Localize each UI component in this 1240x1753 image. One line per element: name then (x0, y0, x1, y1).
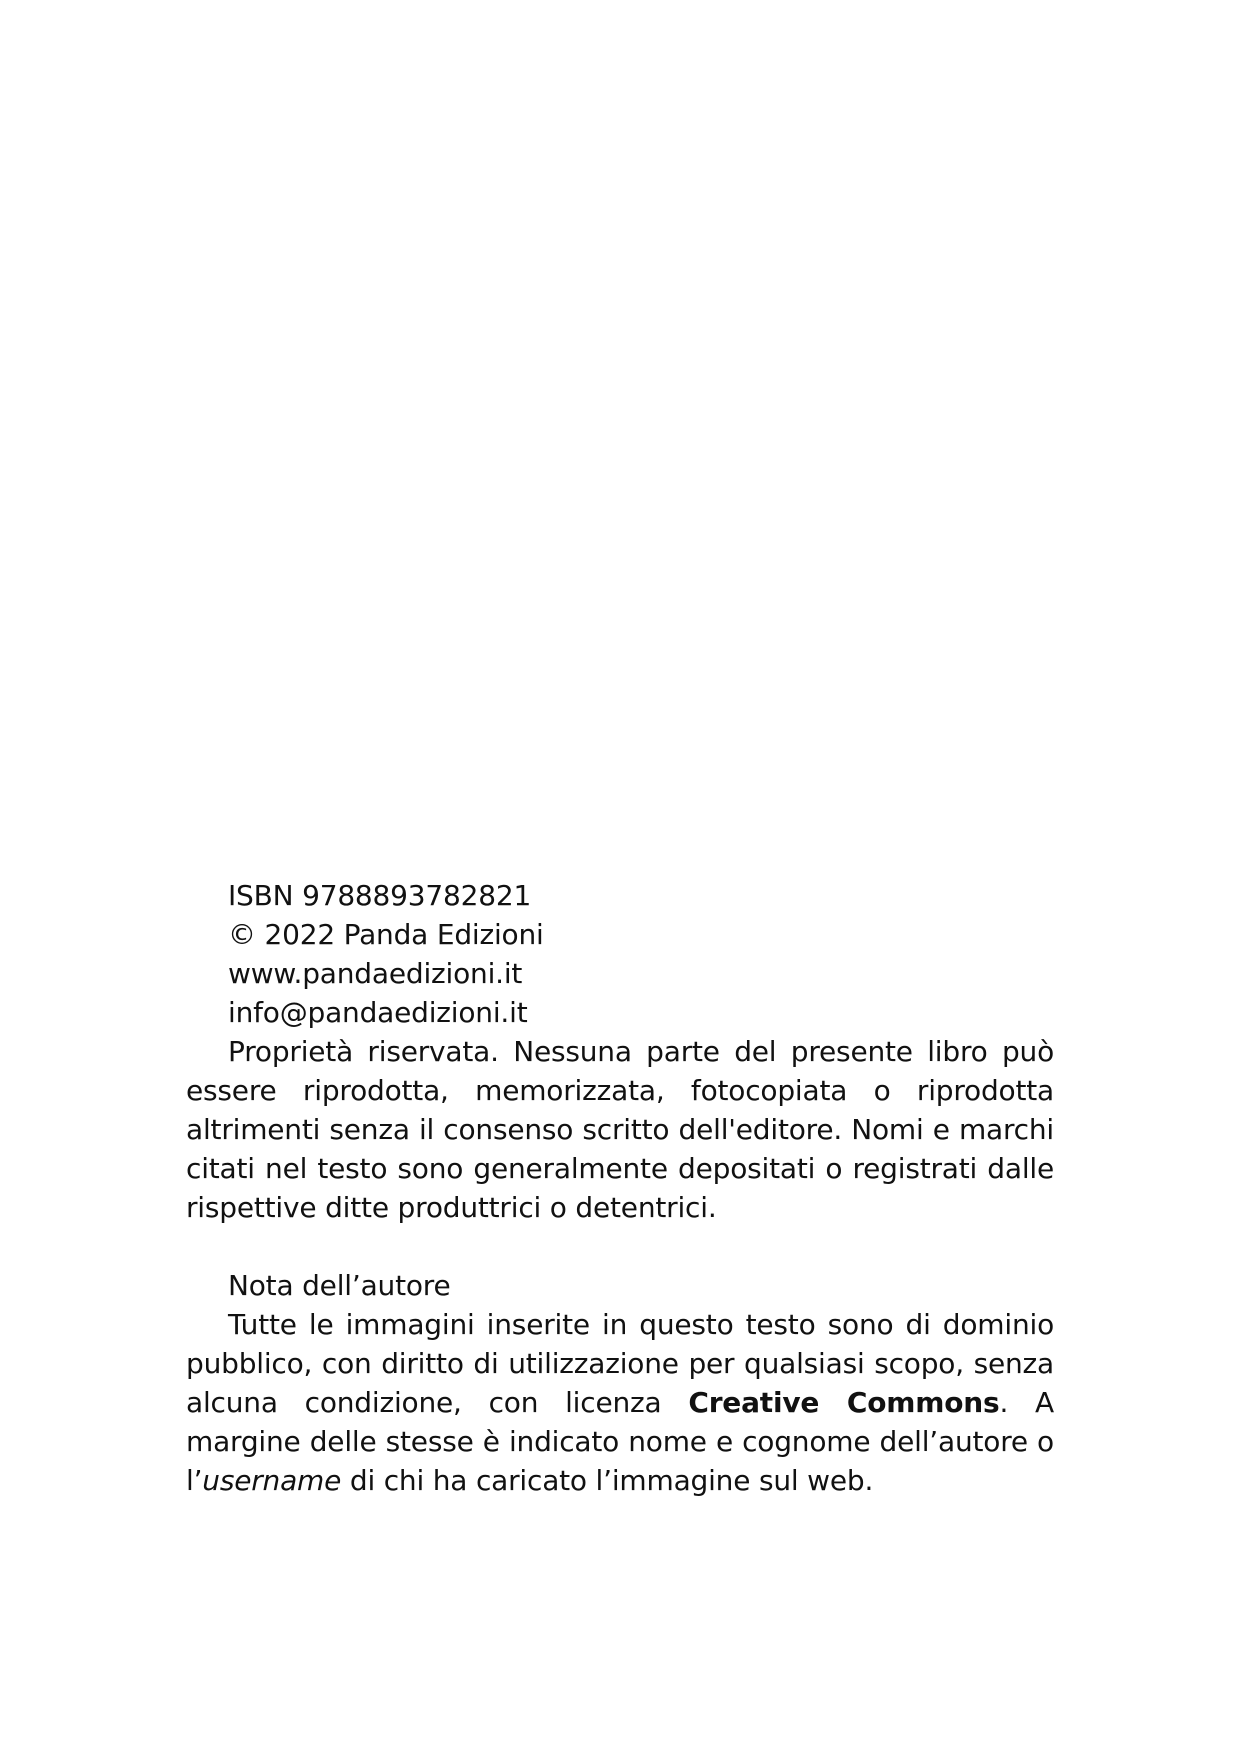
email-line: info@pandaedizioni.it (228, 996, 528, 1029)
author-note-text-end: di chi ha caricato l’immagine sul web. (341, 1464, 874, 1497)
website-line: www.pandaedizioni.it (228, 957, 523, 990)
author-note-text-start: Tutte le immagini inserite in questo testo sono di dominio pubblico, con diritto di utilizzazione per qualsiasi scopo, senza alcuna condizione, con licenza (186, 1308, 1054, 1419)
rights-paragraph: Proprietà riservata. Nessuna parte del presente libro può essere riprodotta, memorizzata, fotocopiata o riprodotta altrimenti senza il consenso scritto dell'editore. Nomi e marchi citati nel testo sono generalmente depositati o registrati dalle rispettive ditte produttrici o detentrici. (186, 1035, 1054, 1224)
colophon-block (186, 876, 1054, 1500)
creative-commons-label: Creative Commons (688, 1386, 1000, 1419)
username-term: username (202, 1464, 342, 1497)
copyright-line: © 2022 Panda Edizioni (228, 918, 544, 951)
author-note-heading: Nota dell’autore (228, 1269, 451, 1302)
author-note-text-middle: . A margine delle stesse è indicato nome e cognome dell’autore o l’ (186, 1386, 1054, 1497)
isbn-line: ISBN 9788893782821 (228, 879, 532, 912)
author-note-paragraph (186, 1305, 1054, 1500)
paragraph-spacer (186, 1227, 1054, 1266)
